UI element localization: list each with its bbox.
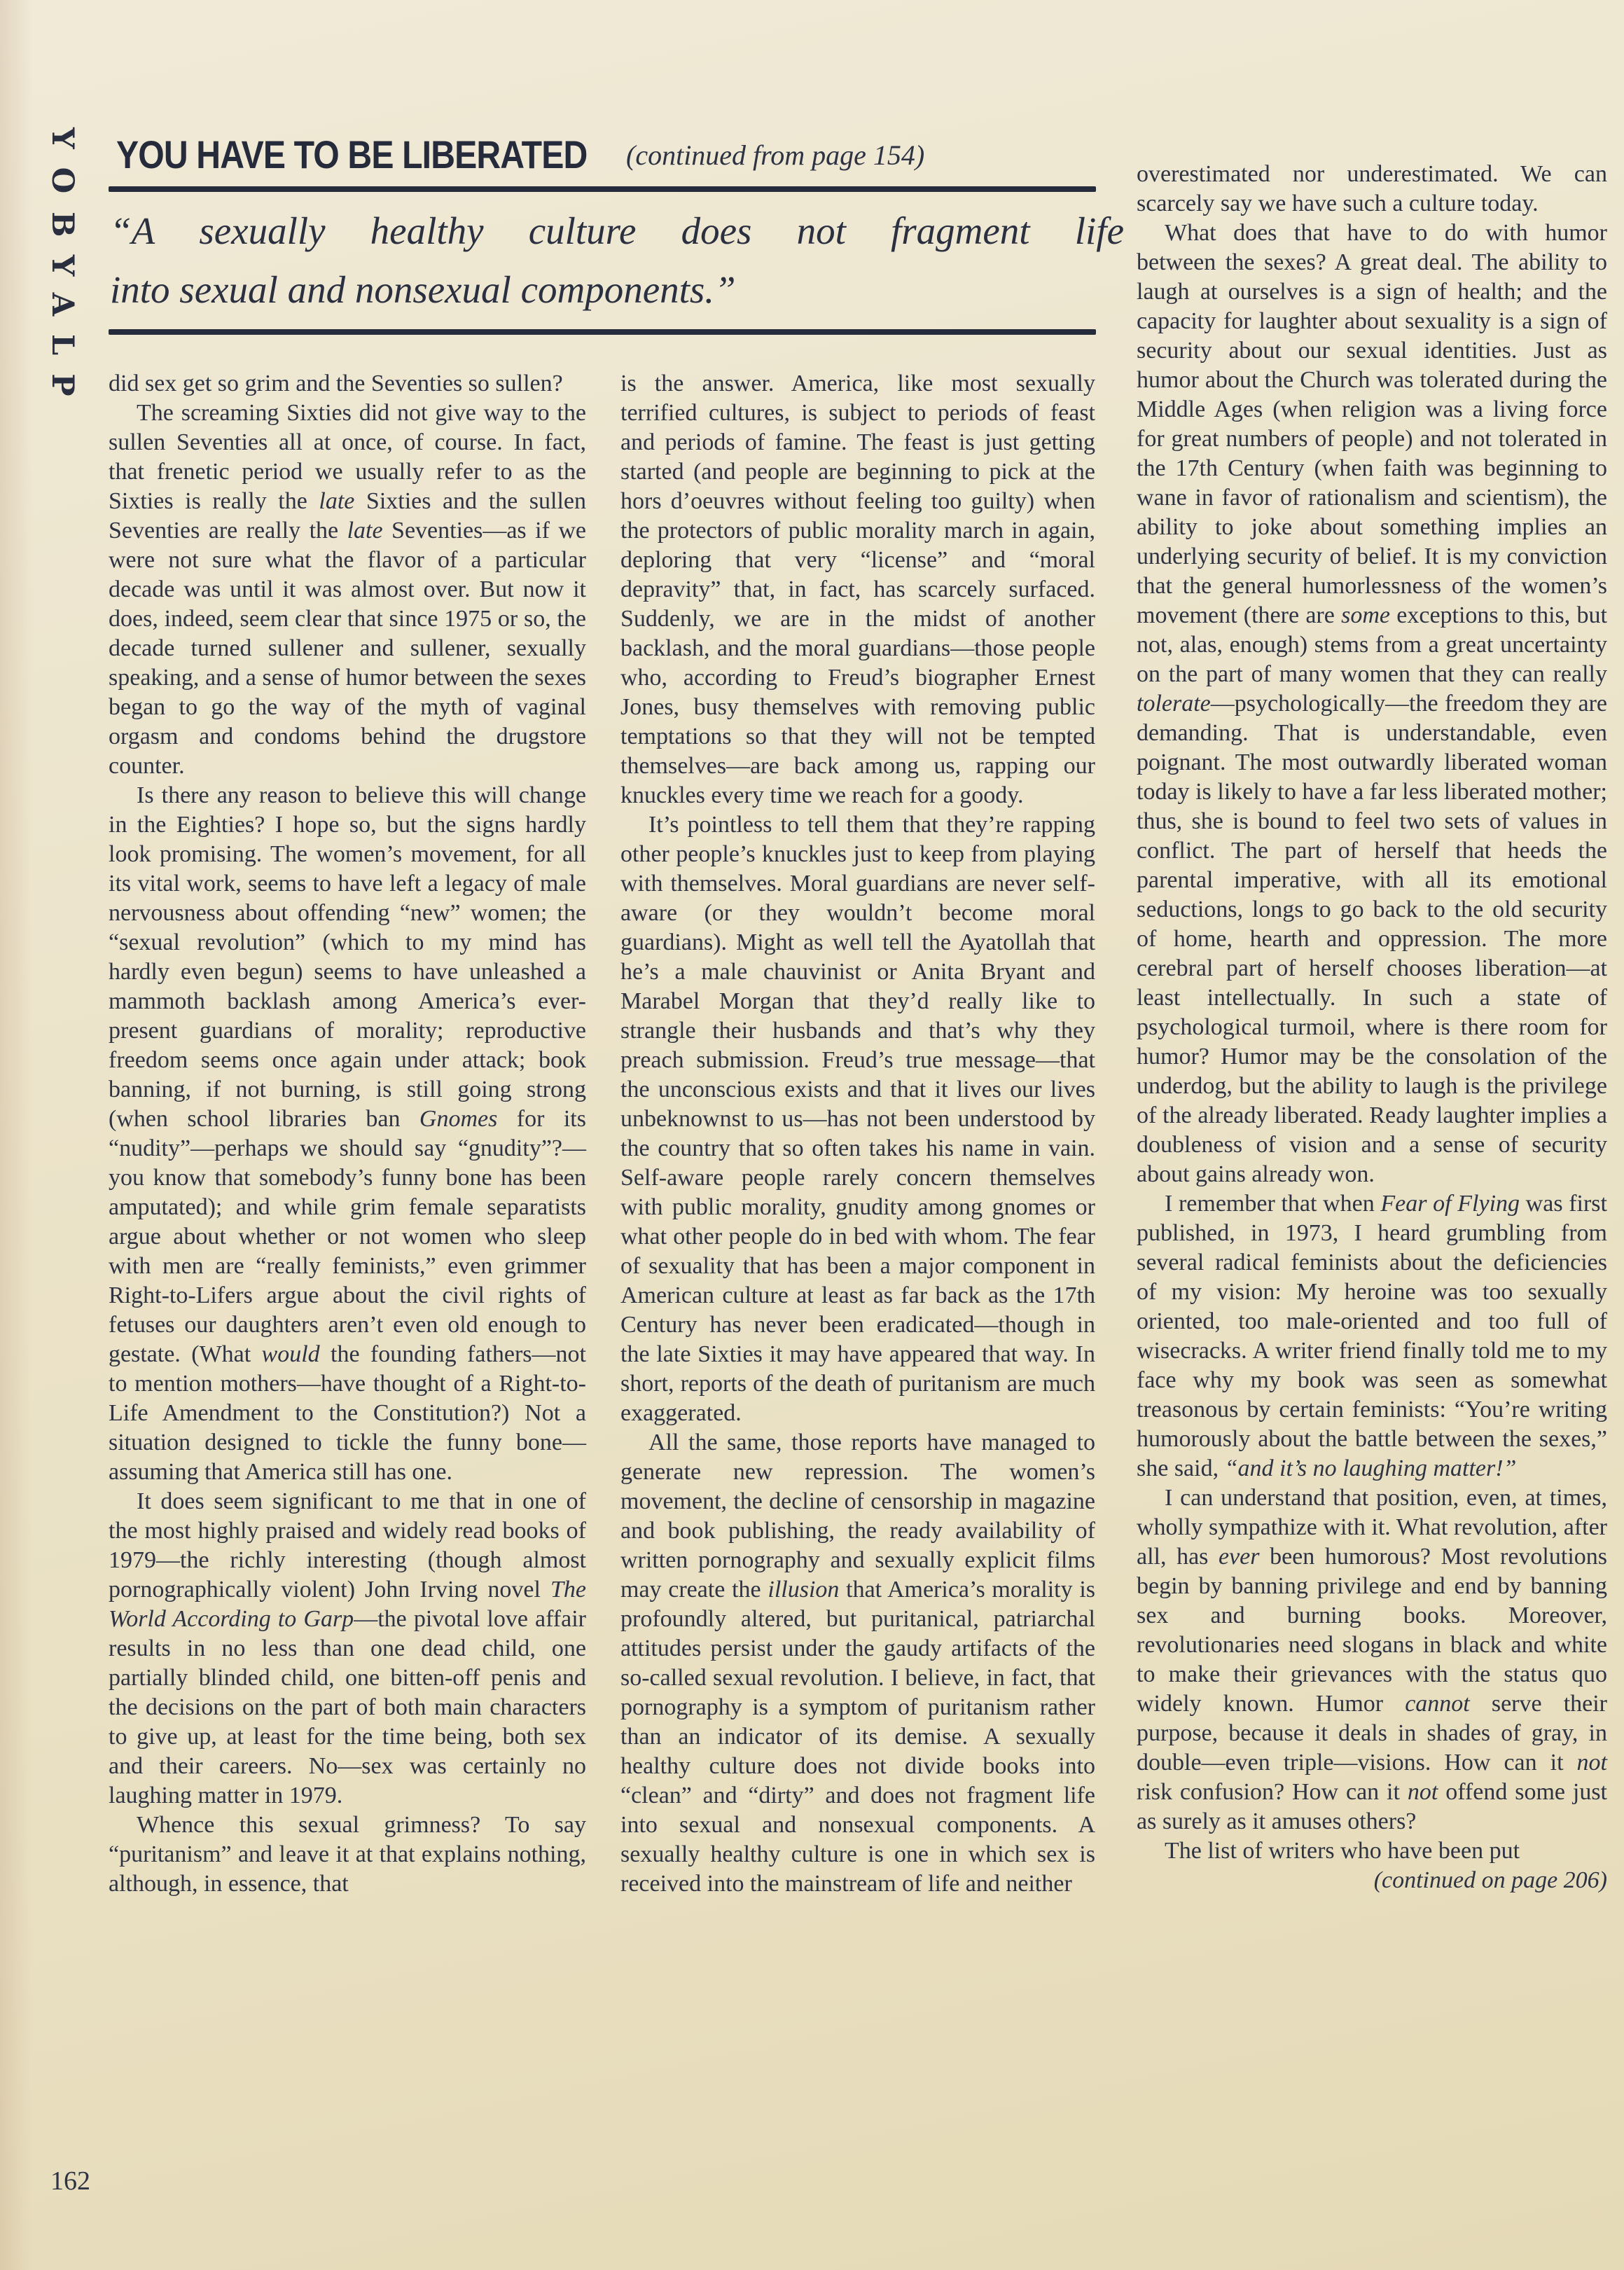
paragraph: Is there any reason to believe this will change in the Eighties? I hope so, but the signs hardly look promising. The women’s movement, for all its vital work, seems to have left a legacy of male nervousness about offending “new” women; the “sexual revolution” (which to my mind has hardly even begun) seems to have unleashed a mammoth backlash among America’s ever-present guardians of morality; reproductive freedom seems once again under attack; book banning, if not burning, is still going strong (when school libraries ban Gnomes for its “nudity”—perhaps we should say “gnudity”?—you know that somebody’s funny bone has been amputated); and while grim female separatists argue about whether or not women who sleep with men are “really feminists,” even grimmer Right-to-Lifers argue about the civil rights of fetuses our daughters aren’t even old enough to gestate. (What would the founding fathers—not to mention mothers—have thought of a Right-to-Life Amendment to the Constitution?) Not a situation designed to tickle the funny bone—assuming that America still has one. xyxy=(109,782,586,1485)
article-title: YOU HAVE TO BE LIBERATED xyxy=(116,132,588,177)
pull-quote xyxy=(110,202,1124,319)
pull-quote-line-1: “A sexually healthy culture does not fragment life xyxy=(110,209,1124,252)
magazine-brand-text: YOBYALP xyxy=(45,127,80,415)
paragraph: All the same, those reports have managed to generate new repression. The women’s movement, the decline of censorship in magazine and book publishing, the ready availability of written pornography and sexually explicit films may create the illusion that America’s morality is profoundly altered, but puritanical, patriarchal attitudes persist under the gaudy artifacts of the so-called sexual revolution. I believe, in fact, that pornography is a symptom of puritanism rather than an indicator of its demise. A sexually healthy culture does not divide books into “clean” and “dirty” and does not fragment life into sexual and nonsexual components. A sexually healthy culture is one in which sex is received into the mainstream of life and neither xyxy=(620,1430,1095,1897)
continued-on-note: (continued on page 206) xyxy=(1373,1867,1607,1893)
paragraph: It’s pointless to tell them that they’re rapping other people’s knuckles just to keep from playing with themselves. Moral guardians are never self-aware (or they wouldn’t become moral guardians). Might as well tell the Ayatollah that he’s a male chauvinist or Anita Bryant and Marabel Morgan that they’d really like to strangle their husbands and that’s why they preach submission. Freud’s true message—that the unconscious exists and that it lives our lives unbeknownst to us—has not been understood by the country that so often takes his name in vain. Self-aware people rarely concern themselves with public morality, gnudity among gnomes or what other people do in bed with whom. The fear of sexuality that has been a major component in American culture at least as far back as the 17th Century has never been eradicated—though in the late Sixties it may have appeared that way. In short, reports of the death of puritanism are much exaggerated. xyxy=(620,812,1095,1426)
text-column-1 xyxy=(109,369,586,1899)
paragraph: The list of writers who have been put xyxy=(1165,1838,1520,1864)
paragraph: did sex get so grim and the Seventies so sullen? xyxy=(109,371,563,396)
paragraph: I can understand that position, even, at times, wholly sympathize with it. What revolution, after all, has ever been humorous? Most revolutions begin by banning privilege and end by banning sex and burning books. Moreover, revolutionaries need slogans in black and white to make their grievances with the status quo widely known. Humor cannot serve their purpose, because it deals in shades of gray, in double—even triple—visions. How can it not risk confusion? How can it not offend some just as surely as it amuses others? xyxy=(1137,1485,1608,1834)
pull-quote-top-rule xyxy=(109,186,1096,192)
page-number: 162 xyxy=(50,2166,90,2196)
text-column-2 xyxy=(620,369,1095,1899)
paragraph: I remember that when Fear of Flying was first published, in 1973, I heard grumbling from several radical feminists about the deficiencies of my vision: My heroine was too sexually oriented, too male-oriented and too full of wisecracks. A writer friend finally told me to my face why my book was seen as somewhat treasonous by certain feminists: “You’re writing humorously about the battle between the sexes,” she said, “and it’s no laughing matter!” xyxy=(1137,1191,1607,1481)
pull-quote-line-2: into sexual and nonsexual components.” xyxy=(110,268,736,311)
paragraph: The screaming Sixties did not give way to the sullen Seventies all at once, of course. In fact, that frenetic period we usually refer to as the Sixties is really the late Sixties and the sullen Seventies are really the late Seventies—as if we were not sure what the flavor of a particular decade was until it was almost over. But now it does, indeed, seem clear that since 1975 or so, the decade turned sullener and sullener, sexually speaking, and a sense of humor between the sexes began to go the way of the myth of vaginal orgasm and condoms behind the drugstore counter. xyxy=(109,400,586,779)
continued-from-note: (continued from page 154) xyxy=(626,139,925,171)
paragraph: What does that have to do with humor between the sexes? A great deal. The ability to laugh at ourselves is a sign of health; and the capacity for laughter about sexuality is a sign of security about our sexual identities. Just as humor about the Church was tolerated during the Middle Ages (when religion was a living force for great numbers of people) and not tolerated in the 17th Century (when faith was beginning to wane in favor of rationalism and scientism), the ability to joke about something implies an underlying security of belief. It is my conviction that the general humorlessness of the women’s movement (there are some exceptions to this, but not, alas, enough) stems from a great uncertainty on the part of many women that they can really tolerate—psychologically—the freedom they are demanding. That is understandable, even poignant. The most outwardly liberated woman today is likely to have a far less liberated mother; thus, she is bound to feel two sets of values in conflict. The part of herself that heeds the parental imperative, with all its emotional seductions, longs to go back to the old security of home, hearth and oppression. The more cerebral part of herself chooses liberation—at least intellectually. In such a state of psychological turmoil, where is there room for humor? Humor may be the consolation of the underdog, but the ability to laugh is the privilege of the already liberated. Ready laughter implies a doubleness of vision and a sense of security about gains already won. xyxy=(1137,220,1607,1187)
spine-shade xyxy=(0,0,32,2270)
magazine-brand-vertical xyxy=(45,127,80,415)
paragraph: It does seem significant to me that in one of the most highly praised and widely read books of 1979—the richly interesting (though almost pornographically violent) John Irving novel The World According to Garp—the pivotal love affair results in no less than one dead child, one partially blinded child, one bitten-off penis and the decisions on the part of both main characters to give up, at least for the time being, both sex and their careers. No—sex was certainly no laughing matter in 1979. xyxy=(109,1488,586,1808)
paragraph: is the answer. America, like most sexually terrified cultures, is subject to periods of feast and periods of famine. The feast is just getting started (and people are beginning to pick at the hors d’oeuvres without feeling too guilty) when the protectors of public morality march in again, deploring that very “license” and “moral depravity” that, in fact, has scarcely surfaced. Suddenly, we are in the midst of another backlash, and the moral guardians—those people who, according to Freud’s biographer Ernest Jones, busy themselves with removing public temptations so that they will not be tempted themselves—are back among us, rapping our knuckles every time we reach for a goody. xyxy=(620,371,1095,808)
paragraph: Whence this sexual grimness? To say “puritanism” and leave it at that explains nothing, although, in essence, that xyxy=(109,1812,586,1897)
text-column-3 xyxy=(1137,160,1607,1895)
pull-quote-bottom-rule xyxy=(109,329,1096,335)
paragraph: overestimated nor underestimated. We can scarcely say we have such a culture today. xyxy=(1137,161,1607,216)
